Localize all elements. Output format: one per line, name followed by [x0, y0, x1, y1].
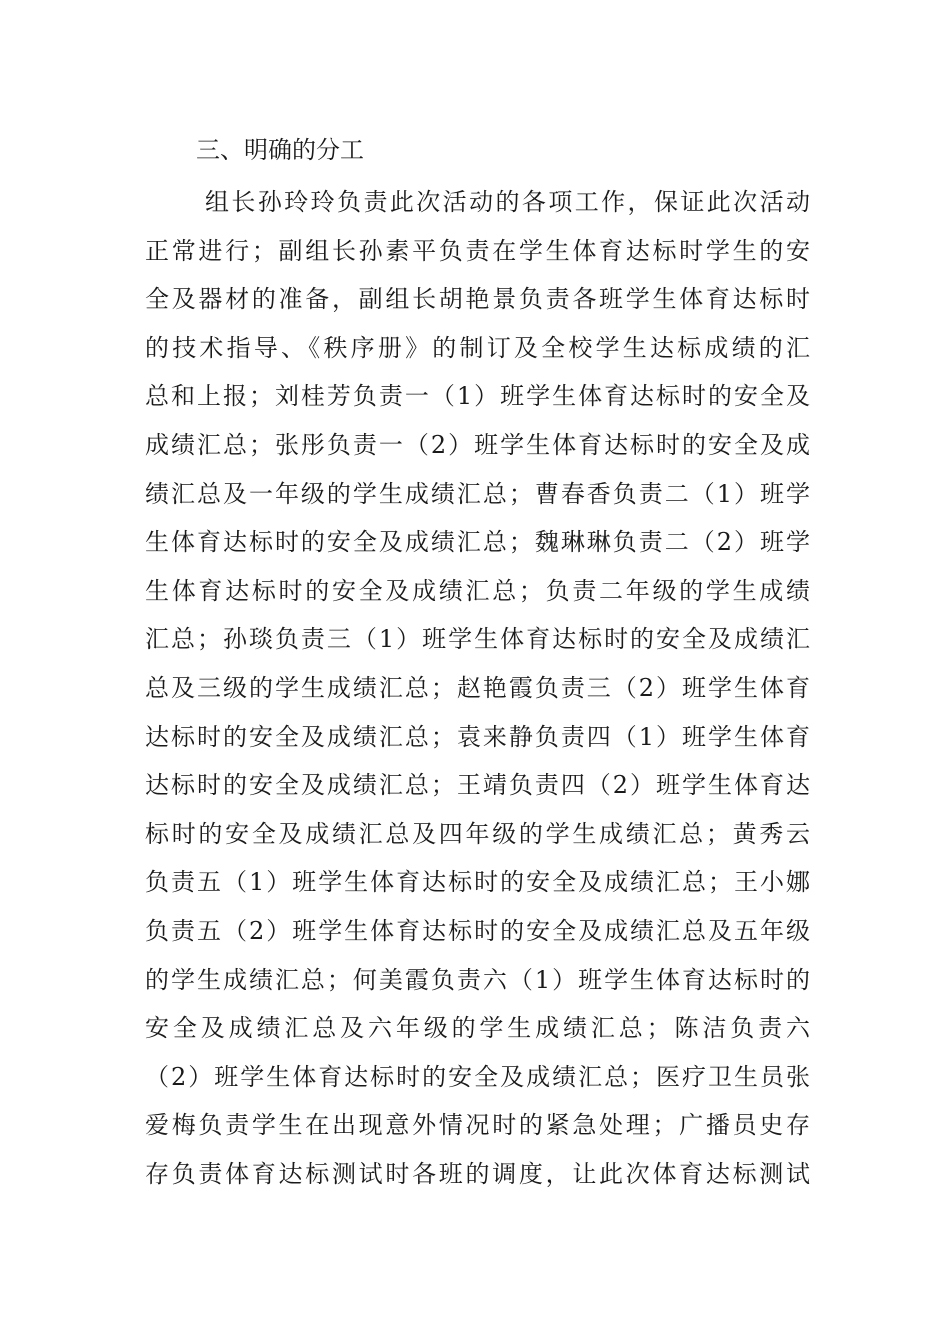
text-line: 安全及成绩汇总及六年级的学生成绩汇总；陈洁负责六 [145, 1014, 810, 1043]
text-line: 标时的安全及成绩汇总及四年级的学生成绩汇总；黄秀云 [145, 819, 810, 848]
text-line: 达标时的安全及成绩汇总；王靖负责四（2）班学生体育达 [145, 771, 810, 800]
text-line: 汇总；孙琰负责三（1）班学生体育达标时的安全及成绩汇 [145, 625, 810, 654]
text-line: 绩汇总及一年级的学生成绩汇总；曹春香负责二（1）班学 [145, 479, 810, 508]
section-heading: 三、明确的分工 [196, 136, 364, 164]
text-line: 生体育达标时的安全及成绩汇总；负责二年级的学生成绩 [145, 576, 810, 605]
text-line: 负责五（2）班学生体育达标时的安全及成绩汇总及五年级 [145, 916, 810, 945]
text-line: 全及器材的准备，副组长胡艳景负责各班学生体育达标时 [145, 285, 810, 314]
text-line: 成绩汇总；张彤负责一（2）班学生体育达标时的安全及成 [145, 430, 810, 459]
text-line: 达标时的安全及成绩汇总；袁来静负责四（1）班学生体育 [145, 722, 810, 751]
text-line: 总及三级的学生成绩汇总；赵艳霞负责三（2）班学生体育 [145, 673, 810, 702]
text-line: 存负责体育达标测试时各班的调度，让此次体育达标测试 [145, 1159, 810, 1188]
text-line: 组长孙玲玲负责此次活动的各项工作，保证此次活动 [205, 188, 810, 216]
text-line: 正常进行；副组长孙素平负责在学生体育达标时学生的安 [145, 236, 810, 265]
body-paragraph [145, 178, 810, 1198]
text-line: 的技术指导、《秩序册》的制订及全校学生达标成绩的汇 [145, 333, 810, 362]
text-line: 的学生成绩汇总；何美霞负责六（1）班学生体育达标时的 [145, 965, 810, 994]
text-line: 负责五（1）班学生体育达标时的安全及成绩汇总；王小娜 [145, 868, 810, 897]
text-line: （2）班学生体育达标时的安全及成绩汇总；医疗卫生员张 [145, 1062, 810, 1091]
text-line: 生体育达标时的安全及成绩汇总；魏琳琳负责二（2）班学 [145, 528, 810, 557]
text-line: 总和上报；刘桂芳负责一（1）班学生体育达标时的安全及 [145, 382, 810, 411]
text-line: 爱梅负责学生在出现意外情况时的紧急处理；广播员史存 [145, 1111, 810, 1140]
